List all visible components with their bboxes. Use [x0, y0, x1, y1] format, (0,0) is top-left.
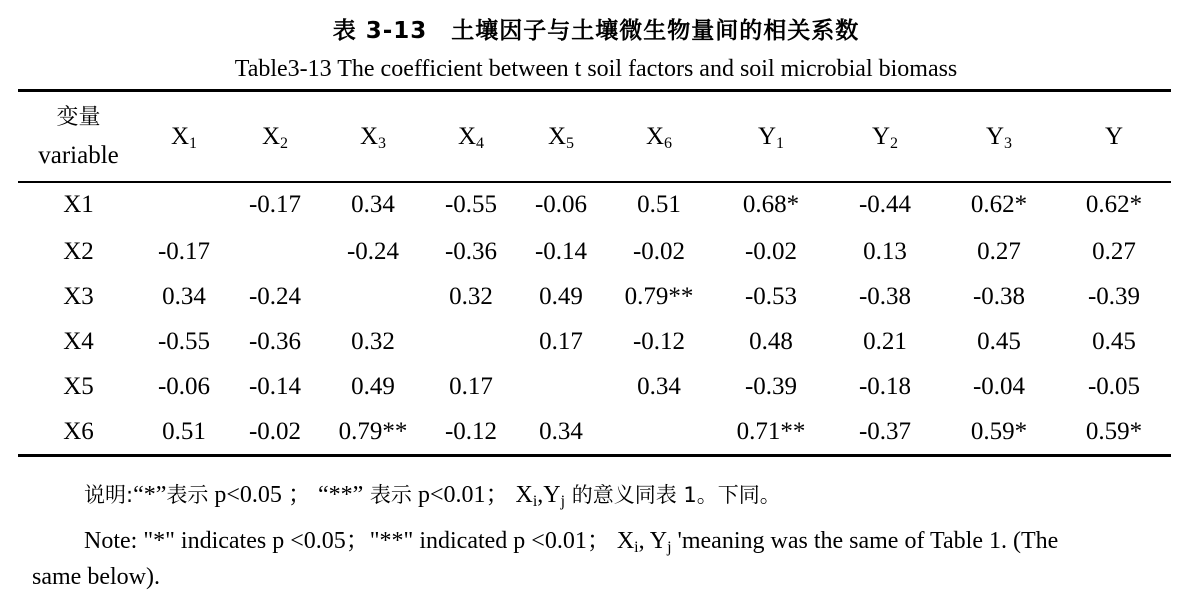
table-cell: 0.79**	[338, 417, 408, 445]
column-header: $Y_1$	[757, 122, 785, 152]
column-header: $Y_3$	[985, 122, 1013, 152]
table-cell: -0.53	[744, 282, 798, 310]
table-cell	[229, 229, 321, 274]
table-cell: -0.12	[632, 327, 686, 355]
table-cell: 0.79**	[624, 282, 694, 310]
column-header: $X_2$	[261, 122, 289, 152]
table-cell: 0.59*	[1085, 417, 1143, 445]
table-cell	[425, 319, 517, 364]
bottom-rule	[18, 454, 1171, 457]
table-row	[18, 181, 1171, 229]
table-cell: 0.68*	[742, 191, 800, 218]
table-cell: 0.27	[977, 237, 1021, 265]
table-cell	[139, 181, 229, 229]
table-cell: 0.21	[863, 327, 907, 355]
column-header: $X_4$	[457, 122, 485, 152]
table-cell: 0.48	[749, 327, 793, 355]
table-row	[18, 229, 1171, 274]
table-cell: -0.12	[444, 417, 498, 445]
note-english-continued: same below).	[32, 564, 160, 590]
table-cell: 0.13	[863, 237, 907, 265]
table-cell	[517, 364, 605, 409]
column-header: $X_1$	[170, 122, 198, 152]
table-cell: 0.34	[539, 417, 583, 445]
table-cell: 0.34	[162, 282, 206, 310]
table-cell: -0.24	[248, 282, 302, 310]
table-title-chinese: 表 3-13 土壤因子与土壤微生物量间的相关系数	[332, 18, 860, 44]
table-cell: -0.17	[157, 237, 211, 265]
table-row	[18, 274, 1171, 319]
table-cell: 0.45	[1092, 327, 1136, 355]
column-header: $X_6$	[645, 122, 673, 152]
table-cell: 0.51	[637, 191, 681, 218]
row-label: X3	[63, 282, 94, 310]
table-cell: 0.17	[539, 327, 583, 355]
table-cell: 0.27	[1092, 237, 1136, 265]
table-cell: 0.32	[351, 327, 395, 355]
table-cell: -0.38	[858, 282, 912, 310]
table-row	[18, 364, 1171, 409]
column-header: Y	[1104, 122, 1124, 150]
table-cell: -0.37	[858, 417, 912, 445]
column-header: $X_3$	[359, 122, 387, 152]
correlation-table	[18, 92, 1171, 454]
table-cell: -0.06	[157, 372, 211, 400]
table-cell: 0.62*	[970, 191, 1028, 218]
table-body	[18, 181, 1171, 454]
note-chinese: 说明:“*”表示 p<0.05 ； “**” 表示 p<0.01； $X_i,Y_j$ 的意义同表 1。下同。	[84, 482, 781, 510]
table-cell: -0.02	[248, 417, 302, 445]
table-cell: 0.45	[977, 327, 1021, 355]
table-cell: -0.55	[444, 191, 498, 218]
variable-header-en: variable	[38, 141, 119, 169]
table-cell: -0.14	[248, 372, 302, 400]
table-cell: -0.39	[1087, 282, 1141, 310]
table-cell: -0.06	[534, 191, 588, 218]
row-label: X2	[63, 237, 94, 265]
table-cell: 0.51	[162, 417, 206, 445]
table-cell: -0.38	[972, 282, 1026, 310]
table-cell: 0.34	[637, 372, 681, 400]
column-header: $Y_2$	[871, 122, 899, 152]
table-cell: 0.32	[449, 282, 493, 310]
table-cell: 0.34	[351, 191, 395, 218]
table-title-english: Table3-13 The coefficient between t soil factors and soil microbial biomass	[234, 56, 958, 82]
table-cell: -0.14	[534, 237, 588, 265]
table-cell	[605, 409, 713, 454]
row-label: X5	[63, 372, 94, 400]
column-header: $X_5$	[547, 122, 575, 152]
table-cell: -0.04	[972, 372, 1026, 400]
table-cell: -0.05	[1087, 372, 1141, 400]
header-row	[18, 92, 1171, 181]
table-cell: 0.17	[449, 372, 493, 400]
table-cell: -0.18	[858, 372, 912, 400]
table-cell: -0.36	[444, 237, 498, 265]
table-cell: -0.44	[858, 191, 912, 218]
table-cell: -0.17	[248, 191, 302, 218]
row-label: X6	[63, 417, 94, 445]
table-cell: 0.62*	[1085, 191, 1143, 218]
row-label: X1	[63, 191, 94, 218]
table-cell: -0.39	[744, 372, 798, 400]
table-cell: -0.02	[744, 237, 798, 265]
table-cell: 0.71**	[736, 417, 806, 445]
table-cell: -0.55	[157, 327, 211, 355]
note-english: Note: "*" indicates p <0.05；"**" indicated p <0.01； $X_i$, $Y_j$ 'meaning was the same of Table 1. (The	[84, 528, 1059, 556]
table-row	[18, 319, 1171, 364]
table-cell	[321, 274, 425, 319]
variable-header-cn: 变量	[56, 104, 101, 130]
variable-header	[18, 92, 139, 181]
table-cell: -0.24	[346, 237, 400, 265]
table-row	[18, 409, 1171, 454]
table-cell: -0.02	[632, 237, 686, 265]
table-cell: 0.59*	[970, 417, 1028, 445]
table-cell: 0.49	[351, 372, 395, 400]
table-cell: 0.49	[539, 282, 583, 310]
table-cell: -0.36	[248, 327, 302, 355]
row-label: X4	[63, 327, 94, 355]
